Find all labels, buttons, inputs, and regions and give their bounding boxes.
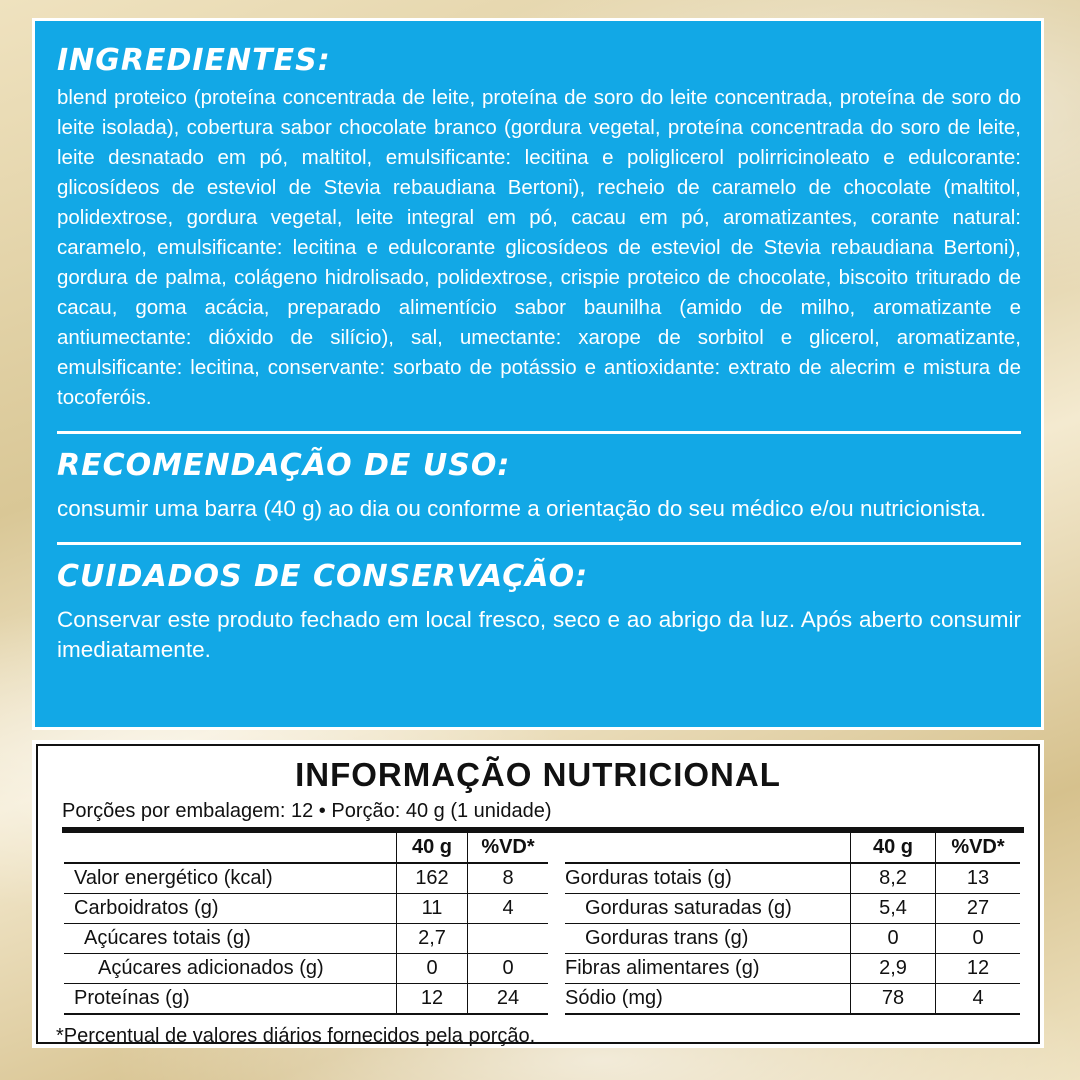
- nutrient-name: Carboidratos (g): [64, 894, 397, 924]
- nutrient-dv: 8: [468, 863, 549, 894]
- table-header: [64, 833, 548, 863]
- nutrient-name: Açúcares totais (g): [64, 924, 397, 954]
- table-row: [565, 984, 1020, 1015]
- info-panel: [32, 18, 1044, 730]
- nutrient-name: Sódio (mg): [565, 984, 851, 1015]
- nutrition-table-left: [64, 833, 548, 1015]
- usage-title: RECOMENDAÇÃO DE USO:: [57, 448, 511, 483]
- table-row: [64, 863, 548, 894]
- nutrition-panel: [32, 740, 1044, 1048]
- nutrient-amount: 0: [851, 924, 936, 954]
- table-row: [565, 924, 1020, 954]
- table-row: [64, 954, 548, 984]
- nutrient-name: Gorduras totais (g): [565, 863, 851, 894]
- nutrient-amount: 8,2: [851, 863, 936, 894]
- nutrient-amount: 2,7: [397, 924, 468, 954]
- ingredients-title: INGREDIENTES:: [57, 43, 331, 78]
- nutrient-name: Proteínas (g): [64, 984, 397, 1015]
- column-amount: 40 g: [397, 833, 468, 863]
- nutrient-dv: 4: [936, 984, 1021, 1015]
- nutrient-name: Valor energético (kcal): [64, 863, 397, 894]
- nutrient-dv: [468, 924, 549, 954]
- nutrient-name: Fibras alimentares (g): [565, 954, 851, 984]
- table-row: [64, 984, 548, 1015]
- nutrient-dv: 13: [936, 863, 1021, 894]
- table-row: [565, 954, 1020, 984]
- divider: [57, 431, 1021, 434]
- nutrition-facts-box: [36, 744, 1040, 1047]
- nutrient-amount: 12: [397, 984, 468, 1015]
- nutrient-dv: 27: [936, 894, 1021, 924]
- storage-title: CUIDADOS DE CONSERVAÇÃO:: [57, 559, 589, 594]
- nutrient-amount: 5,4: [851, 894, 936, 924]
- nutrition-tables: [56, 833, 1020, 1015]
- usage-text: consumir uma barra (40 g) ao dia ou conforme a orientação do seu médico e/ou nutricionista.: [57, 496, 987, 521]
- storage-text: Conservar este produto fechado em local fresco, seco e ao abrigo da luz. Após aberto consumir imediatamente.: [57, 607, 1021, 662]
- table-header: [565, 833, 1020, 863]
- nutrient-name: Açúcares adicionados (g): [64, 954, 397, 984]
- portion-info: Porções por embalagem: 12 • Porção: 40 g (1 unidade): [62, 798, 1024, 833]
- column-dv: %VD*: [468, 833, 549, 863]
- column-dv: %VD*: [936, 833, 1021, 863]
- nutrient-amount: 78: [851, 984, 936, 1015]
- nutrient-dv: 0: [468, 954, 549, 984]
- table-row: [64, 894, 548, 924]
- nutrient-amount: 162: [397, 863, 468, 894]
- ingredients-text: blend proteico (proteína concentrada de leite, proteína de soro do leite concentrada, proteína de soro do leite isolada), cobertura sabor chocolate branco (gordura vegetal, proteína concentrada do soro de leite, leite desnatado em pó, maltitol, emulsificante: lecitina e poliglicerol polirricinoleato e edulcorante: glicosídeos de esteviol de Stevia rebaudiana Bertoni), recheio de caramelo de chocolate (maltitol, polidextrose, gordura vegetal, leite integral em pó, cacau em pó, aromatizantes, corante natural: caramelo, emulsificante: lecitina e edulcorante glicosídeos de esteviol de Stevia rebaudiana Bertoni), gordura de palma, colágeno hidrolisado, polidextrose, crispie proteico de chocolate, biscoito triturado de cacau, goma acácia, preparado alimentício sabor baunilha (amido de milho, aromatizante e antiumectante: dióxido de silício), sal, umectante: xarope de sorbitol e glicerol, aromatizante, emulsificante: lecitina, conservante: sorbato de potássio e antioxidante: extrato de alecrim e mistura de tocoferóis.: [57, 86, 1021, 409]
- nutrition-table-right: [565, 833, 1020, 1015]
- column-amount: 40 g: [851, 833, 936, 863]
- nutrient-dv: 4: [468, 894, 549, 924]
- nutrient-amount: 0: [397, 954, 468, 984]
- table-row: [565, 863, 1020, 894]
- nutrient-name: Gorduras saturadas (g): [565, 894, 851, 924]
- footnote: *Percentual de valores diários fornecidos pela porção.: [56, 1025, 536, 1047]
- nutrient-dv: 0: [936, 924, 1021, 954]
- nutrient-amount: 11: [397, 894, 468, 924]
- nutrient-dv: 24: [468, 984, 549, 1015]
- nutrient-name: Gorduras trans (g): [565, 924, 851, 954]
- divider: [57, 542, 1021, 545]
- nutrient-dv: 12: [936, 954, 1021, 984]
- table-row: [64, 924, 548, 954]
- nutrient-amount: 2,9: [851, 954, 936, 984]
- nutrition-title: INFORMAÇÃO NUTRICIONAL: [295, 756, 781, 793]
- table-row: [565, 894, 1020, 924]
